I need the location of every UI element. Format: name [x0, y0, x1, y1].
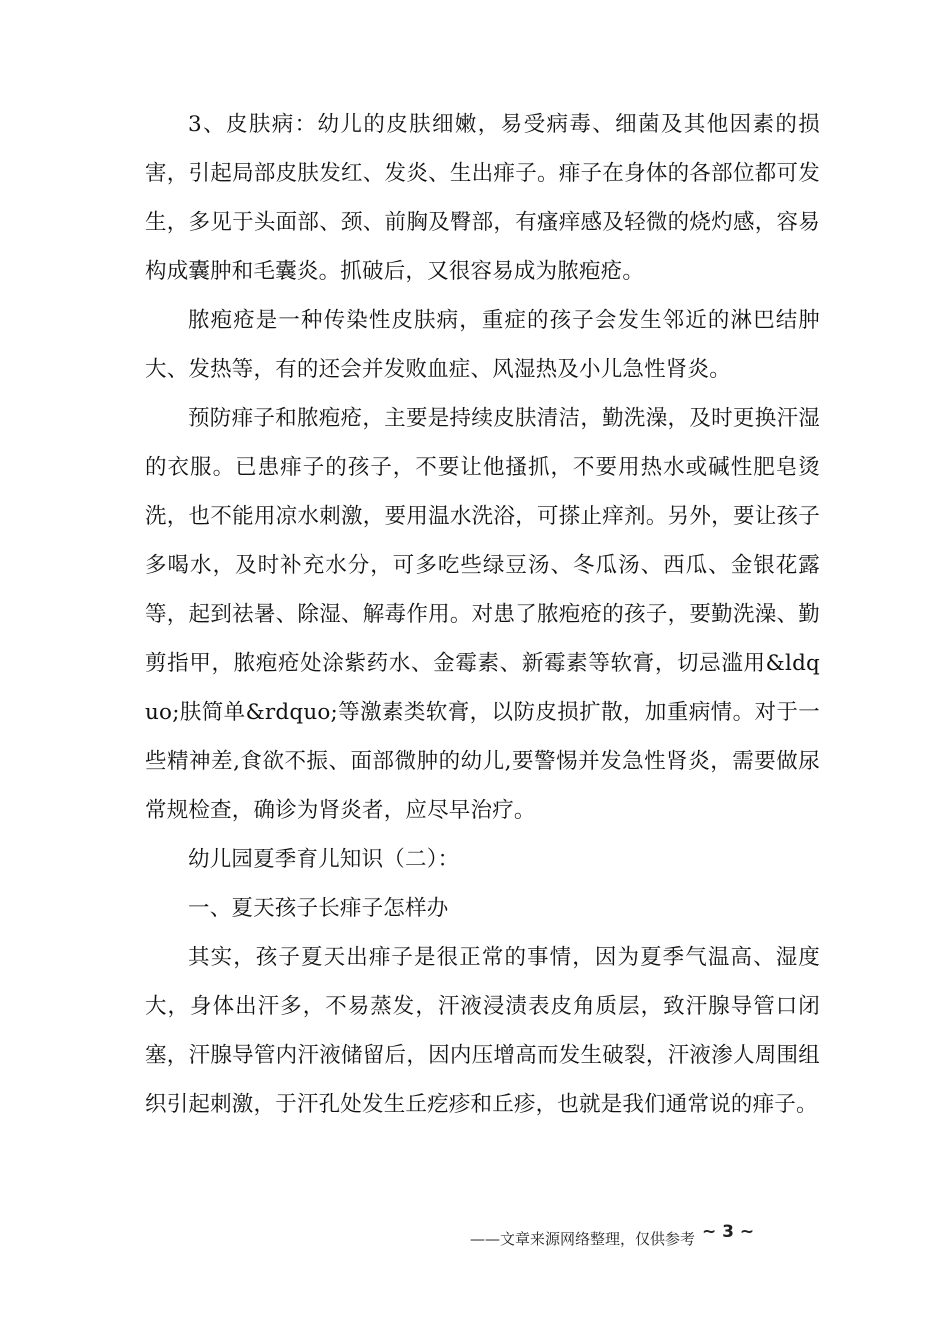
document-body [145, 100, 820, 1129]
source-note: ——文章来源网络整理，仅供参考 [470, 1230, 696, 1248]
paragraph-prevention: 预防痱子和脓疱疮，主要是持续皮肤清洁，勤洗澡，及时更换汗湿的衣服。已患痱子的孩子，不要让他搔抓，不要用热水或碱性肥皂烫洗，也不能用凉水刺激，要用温水洗浴，可搽止痒剂。另外，要让孩子多喝水，及时补充水分，可多吃些绿豆汤、冬瓜汤、西瓜、金银花露等，起到祛暑、除湿、解毒作用。对患了脓疱疮的孩子，要勤洗澡、勤剪指甲，脓疱疮处涂紫药水、金霉素、新霉素等软膏，切忌滥用&ldquo;肤简单&rdquo;等激素类软膏，以防皮损扩散，加重病情。对于一些精神差,食欲不振、面部微肿的幼儿,要警惕并发急性肾炎，需要做尿常规检查，确诊为肾炎者，应尽早治疗。 [145, 406, 820, 823]
paragraph-skin-disease: 3、皮肤病：幼儿的皮肤细嫩，易受病毒、细菌及其他因素的损害，引起局部皮肤发红、发炎、生出痱子。痱子在身体的各部位都可发生，多见于头面部、颈、前胸及臀部，有瘙痒感及轻微的烧灼感，容易构成囊肿和毛囊炎。抓破后，又很容易成为脓疱疮。 [145, 112, 820, 284]
page-number: ~ 3 ~ [702, 1222, 755, 1242]
paragraph-impetigo: 脓疱疮是一种传染性皮肤病，重症的孩子会发生邻近的淋巴结肿大、发热等，有的还会并发败血症、风湿热及小儿急性肾炎。 [145, 308, 820, 382]
subsection-heading: 一、夏天孩子长痱子怎样办 [188, 896, 449, 921]
section-heading: 幼儿园夏季育儿知识（二）： [188, 847, 460, 872]
paragraph-prickly-heat: 其实，孩子夏天出痱子是很正常的事情，因为夏季气温高、湿度大，身体出汗多，不易蒸发，汗液浸渍表皮角质层，致汗腺导管口闭塞，汗腺导管内汗液储留后，因内压增高而发生破裂，汗液渗人周围组织引起刺激，于汗孔处发生丘疙疹和丘疹，也就是我们通常说的痱子。 [145, 945, 820, 1117]
page-footer [470, 1222, 790, 1252]
